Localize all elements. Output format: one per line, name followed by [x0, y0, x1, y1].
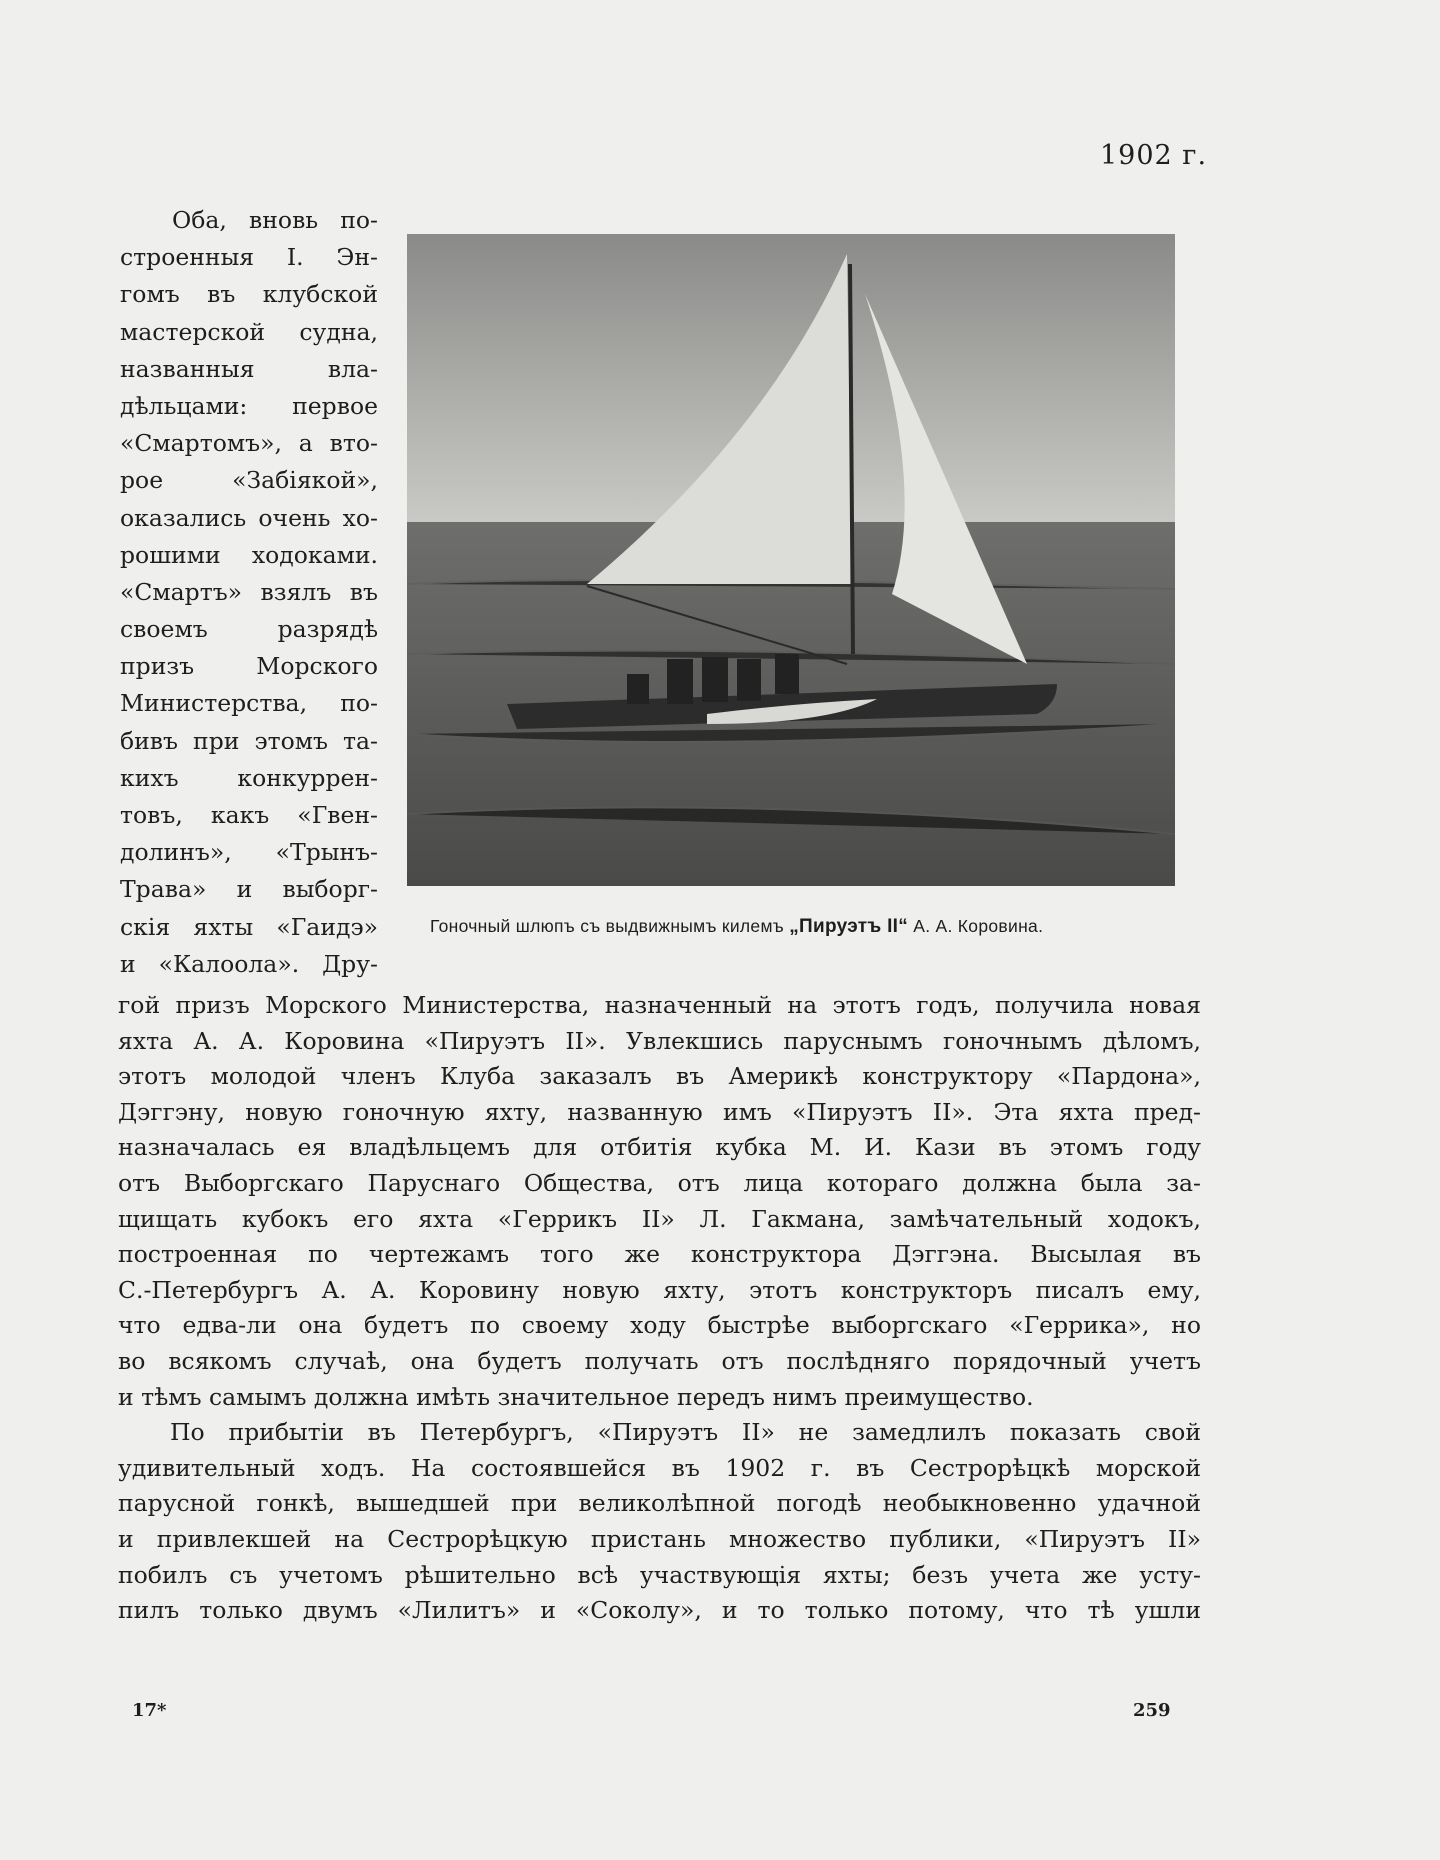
- text-line: долинъ», «Трынъ-: [120, 838, 378, 867]
- text-line: Оба, вновь по-: [172, 206, 378, 234]
- text-line: парусной гонкѣ, вышедшей при великолѣпной погодѣ необыкновенно удачной: [118, 1489, 1201, 1518]
- text-line: призъ Морского: [120, 652, 378, 681]
- page-year-header: 1902 г.: [1100, 140, 1208, 171]
- text-line: рошими ходоками.: [120, 540, 378, 569]
- text-line: кихъ конкуррен-: [120, 763, 378, 792]
- text-line: С.-Петербургъ А. А. Коровину новую яхту, этотъ конструкторъ писалъ ему,: [118, 1275, 1201, 1304]
- sailboat-photo: [407, 234, 1175, 886]
- text-line: во всякомъ случаѣ, она будетъ получать отъ послѣдняго порядочный учетъ: [118, 1346, 1201, 1375]
- text-line: гомъ въ клубской: [120, 280, 378, 309]
- caption-yacht-name: „Пируэтъ II“: [789, 916, 909, 937]
- text-line: бивъ при этомъ та-: [120, 726, 378, 755]
- text-line: яхта А. А. Коровина «Пируэтъ II». Увлекшись паруснымъ гоночнымъ дѣломъ,: [118, 1026, 1201, 1055]
- text-line: своемъ разрядѣ: [120, 615, 378, 644]
- text-line: По прибытіи въ Петербургъ, «Пируэтъ II» не замедлилъ показать свой: [170, 1418, 1201, 1447]
- text-line: гой призъ Морского Министерства, назначенный на этотъ годъ, получила новая: [118, 991, 1201, 1019]
- text-line: построенная по чертежамъ того же конструктора Дэггэна. Высылая въ: [118, 1240, 1201, 1269]
- signature-mark: 17*: [132, 1700, 167, 1721]
- text-line: строенныя I. Эн-: [120, 243, 378, 272]
- text-line: и привлекшей на Сестрорѣцкую пристань множество публики, «Пируэтъ II»: [118, 1524, 1201, 1553]
- text-line: что едва-ли она будетъ по своему ходу быстрѣе выборгскаго «Геррика», но: [118, 1311, 1201, 1340]
- text-line: скія яхты «Гаидэ»: [120, 912, 378, 941]
- figure-caption: [430, 916, 1170, 938]
- text-line: названныя вла-: [120, 354, 378, 383]
- text-line: и тѣмъ самымъ должна имѣть значительное передъ нимъ преимущество.: [118, 1382, 1034, 1411]
- text-line: мастерской судна,: [120, 317, 378, 346]
- text-line: щищать кубокъ его яхта «Геррикъ II» Л. Гакмана, замѣчательный ходокъ,: [118, 1204, 1201, 1233]
- text-line: этотъ молодой членъ Клуба заказалъ въ Америкѣ конструктору «Пардона»,: [118, 1062, 1201, 1091]
- caption-text: Гоночный шлюпъ съ выдвижнымъ килемъ: [430, 916, 785, 936]
- text-line: товъ, какъ «Гвен-: [120, 801, 378, 829]
- text-line: Дэггэну, новую гоночную яхту, названную имъ «Пируэтъ II». Эта яхта пред-: [118, 1097, 1201, 1126]
- body-text: [118, 988, 1201, 1629]
- text-line: назначалась ея владѣльцемъ для отбитія кубка М. И. Кази въ этомъ году: [118, 1133, 1201, 1162]
- left-column-text: [120, 202, 378, 983]
- caption-owner: А. А. Коровина.: [913, 916, 1044, 936]
- text-line: пилъ только двумъ «Лилитъ» и «Соколу», и то только потому, что тѣ ушли: [118, 1596, 1201, 1625]
- text-line: «Смартъ» взялъ въ: [120, 577, 378, 606]
- text-line: и «Калоола». Дру-: [120, 949, 378, 978]
- text-line: удивительный ходъ. На состоявшейся въ 1902 г. въ Сестрорѣцкѣ морской: [118, 1453, 1201, 1482]
- text-line: Трава» и выборг-: [120, 875, 378, 904]
- text-line: Министерства, по-: [120, 689, 378, 718]
- page-number: 259: [1133, 1700, 1171, 1721]
- text-line: «Смартомъ», а вто-: [120, 429, 378, 458]
- text-line: рое «Забіякой»,: [120, 466, 378, 495]
- text-line: оказались очень хо-: [120, 503, 378, 532]
- text-line: дѣльцами: первое: [120, 391, 378, 420]
- text-line: отъ Выборгскаго Паруснаго Общества, отъ лица котораго должна была за-: [118, 1168, 1201, 1197]
- text-line: побилъ съ учетомъ рѣшительно всѣ участвующія яхты; безъ учета же усту-: [118, 1560, 1201, 1589]
